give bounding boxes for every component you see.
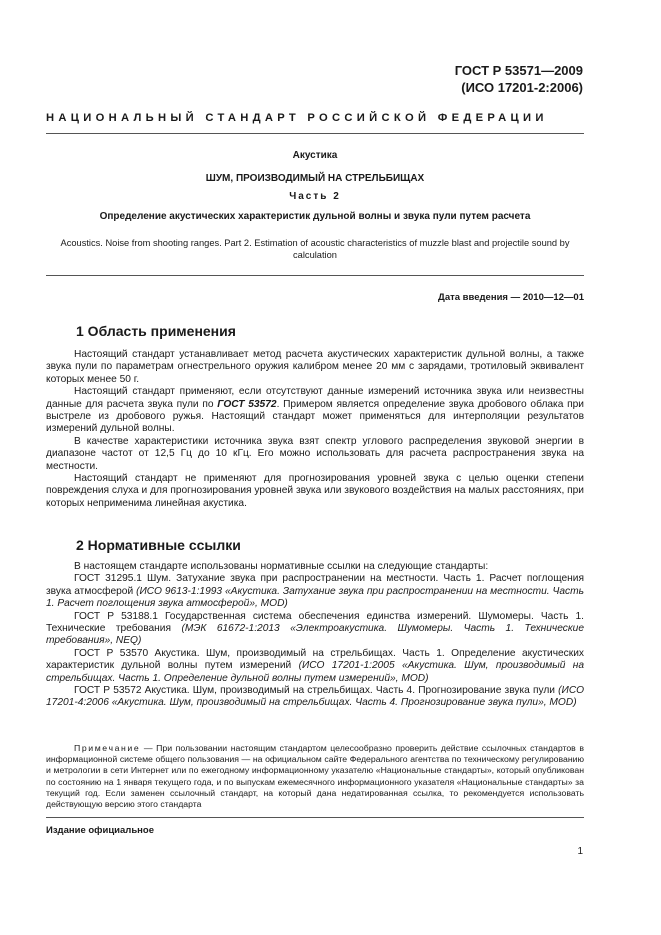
title-rule <box>46 275 584 276</box>
section-1-paragraph: Настоящий стандарт применяют, если отсутствуют данные измерений источника звука или неизвестны данные для расчета звука пули по ГОСТ 53572. Примером является определение звука дробового облака при выстреле из дробового ружья. Настоящий стандарт может применяться для интерполяции результатов измерений дульной волны. <box>46 386 585 435</box>
normative-reference: ГОСТ 31295.1 Шум. Затухание звука при распространении на местности. Часть 1. Расчет поглощения звука атмосферой (ИСО 9613-1:1993 «Акустика. Затухание звука при распространении на местности. Часть 1. Расчет поглощения звука атмосферой», MOD) <box>46 573 584 610</box>
normative-reference: ГОСТ Р 53570 Акустика. Шум, производимый на стрельбищах. Часть 1. Определение акустических характеристик дульной волны путем измерений (ИСО 17201-1:2005 «Акустика. Шум, производимый на стрельбищах. Часть 1. Определение дульной волны путем измерений», MOD) <box>46 647 584 684</box>
note-text: — При пользовании настоящим стандартом целесообразно проверить действие ссылочных стандартов в информационной системе общего пользования — на официальном сайте Федерального агентства по техническому регулированию и метрологии в сети Интернет или по ежегодному информационному указателю «Национальные стандарты», который опубликован по состоянию на 1 января текущего года, и по выпускам ежемесячного информационного указателя «Национальные стандарты» за текущий год. Если заменен ссылочный стандарт, на который дана недатированная ссылка, то рекомендуется использовать действующую версию этого стандарта <box>46 743 584 810</box>
section-1-paragraph: В качестве характеристики источника звука взят спектр углового распределения звуковой энергии в диапазоне частот от 12,5 Гц до 10 кГц. Его можно использовать для расчета распространения звука на местности. <box>46 435 584 472</box>
main-title: ШУМ, ПРОИЗВОДИМЫЙ НА СТРЕЛЬБИЩАХ <box>205 173 425 184</box>
note-lead: Примечание <box>74 743 141 753</box>
document-number-block <box>455 62 583 96</box>
section-2-heading: 2 Нормативные ссылки <box>76 537 241 553</box>
part-label: Часть 2 <box>289 191 341 202</box>
english-title: Acoustics. Noise from shooting ranges. Part 2. Estimation of acoustic characteristics of muzzle blast and projectile sound by calculation <box>60 238 570 260</box>
section-2-body <box>46 561 584 710</box>
edition-label: Издание официальное <box>46 825 154 836</box>
section-1-body <box>46 349 584 510</box>
section-1-heading: 1 Область применения <box>76 323 236 339</box>
header-rule <box>46 133 584 134</box>
footer-rule <box>46 817 584 818</box>
normative-reference: ГОСТ Р 53188.1 Государственная система обеспечения единства измерений. Шумомеры. Часть 1. Технические требования (МЭК 61672-1:2013 «Электроакустика. Шумомеры. Часть 1. Технические требования», NEQ) <box>46 610 584 647</box>
gost-reference: ГОСТ 53572 <box>217 398 277 410</box>
normative-reference: ГОСТ Р 53572 Акустика. Шум, производимый на стрельбищах. Часть 4. Прогнозирование звука пули (ИСО 17201-4:2006 «Акустика. Шум, производимый на стрельбищах. Часть 4. Прогнозирование звука пули», MOD) <box>46 685 584 709</box>
subtitle: Определение акустических характеристик дульной волны и звука пули путем расчета <box>99 211 531 222</box>
iso-number: (ИСО 17201-2:2006) <box>461 80 583 95</box>
page-number: 1 <box>577 846 583 857</box>
note <box>46 743 584 810</box>
section-1-paragraph: Настоящий стандарт не применяют для прогнозирования уровней звука с целью оценки степени повреждения слуха и для прогнозирования уровней звука или звукового воздействия на малых расстояниях, при которых неприменима линейная акустика. <box>46 473 584 509</box>
doc-number: ГОСТ Р 53571—2009 <box>454 63 583 78</box>
section-2-intro: В настоящем стандарте использованы нормативные ссылки на следующие стандарты: <box>74 561 489 572</box>
section-1-paragraph: Настоящий стандарт устанавливает метод расчета акустических характеристик дульной волны, а также звука пули по параметрам огнестрельного оружия калибром менее 20 мм с зарядами, тротиловый эквивалент которых менее 50 г. <box>46 349 584 385</box>
national-standard-title: НАЦИОНАЛЬНЫЙ СТАНДАРТ РОССИЙСКОЙ ФЕДЕРАЦИИ <box>46 112 548 124</box>
topic: Акустика <box>292 150 338 161</box>
introduction-date: Дата введения — 2010—12—01 <box>438 292 584 303</box>
